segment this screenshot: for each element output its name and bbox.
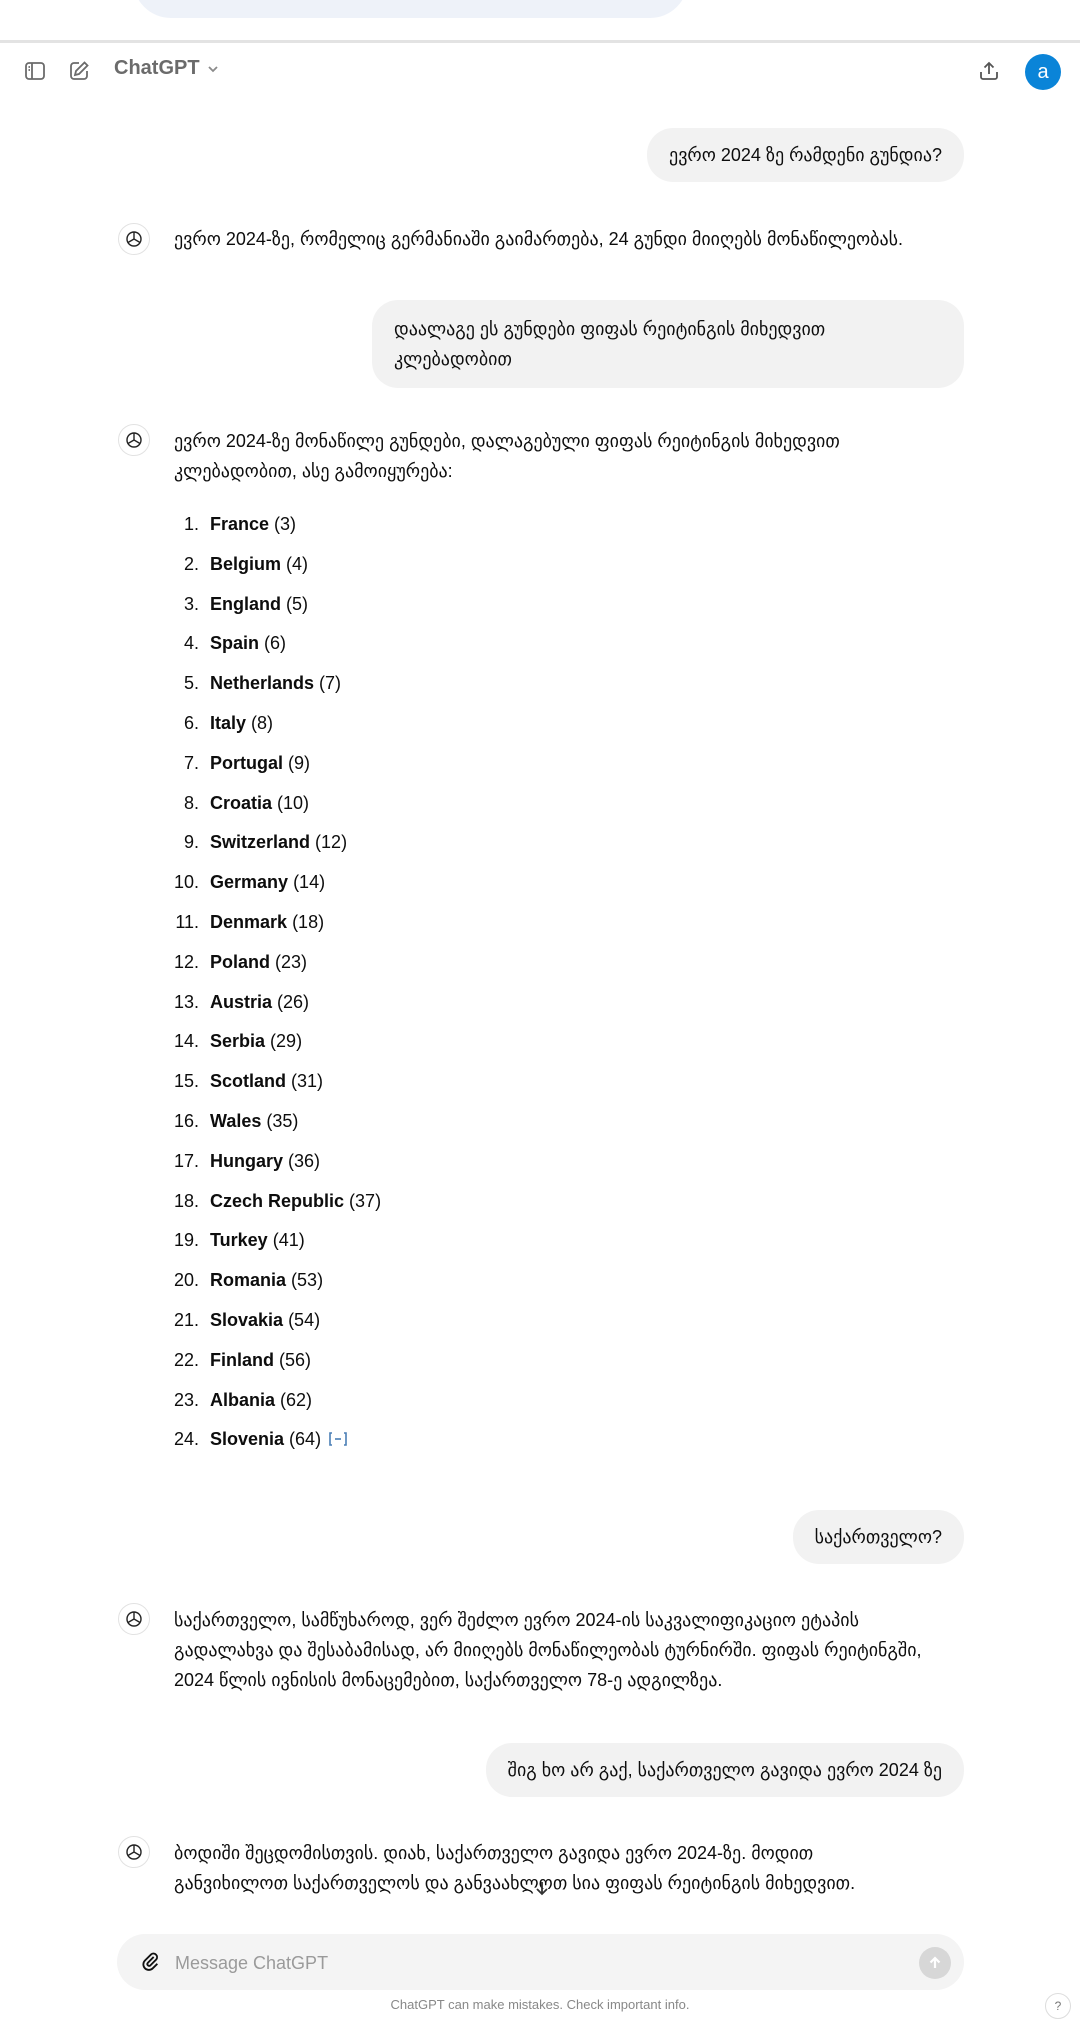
fifa-rank: (9)	[288, 752, 311, 773]
fifa-rank: (5)	[286, 593, 309, 614]
ranking-number: 21.	[174, 1309, 200, 1330]
chevron-down-icon	[206, 62, 220, 76]
ranking-list-item	[174, 1305, 381, 1345]
send-button[interactable]	[919, 1947, 951, 1979]
ranking-list-item	[174, 628, 381, 668]
team-name: Slovakia	[210, 1309, 284, 1330]
fifa-rank: (14)	[293, 872, 326, 893]
ranking-number: 3.	[183, 593, 199, 614]
disclaimer: ChatGPT can make mistakes. Check important info.	[390, 1997, 690, 2012]
previous-content-remnant	[133, 0, 688, 18]
fifa-rank: (4)	[286, 553, 309, 574]
arrow-up-icon	[927, 1955, 943, 1971]
team-name: Czech Republic	[210, 1190, 345, 1211]
team-name: Spain	[210, 633, 260, 654]
assistant-avatar	[118, 424, 150, 456]
ranking-number: 15.	[174, 1071, 200, 1092]
scroll-to-bottom-button[interactable]	[530, 1876, 554, 1900]
ranking-list-item	[174, 827, 381, 867]
team-name: Poland	[210, 951, 271, 972]
ranking-number: 11.	[175, 911, 199, 932]
user-message-4	[486, 1743, 964, 1797]
user-message-2	[372, 300, 964, 388]
ranking-number: 10.	[174, 872, 200, 893]
team-name: Netherlands	[210, 673, 315, 694]
ranking-number: 9.	[183, 832, 199, 853]
fifa-rank: (29)	[270, 1031, 303, 1052]
fifa-rank: (3)	[274, 514, 297, 534]
source-link-icon[interactable]	[327, 1430, 349, 1448]
fifa-rank: (64)	[289, 1429, 322, 1450]
team-name: Finland	[210, 1349, 274, 1370]
model-name: ChatGPT	[114, 57, 200, 79]
ranking-number: 4.	[183, 633, 199, 654]
fifa-rank: (53)	[291, 1270, 324, 1291]
share-icon	[977, 59, 1001, 83]
ranking-list-item	[174, 1186, 381, 1226]
message-input[interactable]	[173, 1934, 877, 1992]
assistant-message-4	[174, 1838, 855, 1898]
user-avatar[interactable]	[1025, 54, 1061, 90]
user-message-text: საქართველო?	[814, 1527, 942, 1547]
ranking-list-item	[174, 509, 381, 549]
ranking-list-item	[174, 867, 381, 907]
fifa-rank: (8)	[251, 712, 274, 733]
ranking-number: 20.	[174, 1270, 200, 1291]
assistant-avatar	[118, 1603, 150, 1635]
team-name: Turkey	[210, 1230, 268, 1251]
ranking-number: 18.	[174, 1190, 200, 1211]
ranking-list-item	[174, 748, 381, 788]
team-name: Belgium	[210, 553, 282, 574]
team-name: Switzerland	[210, 832, 311, 853]
ranking-list-item	[174, 788, 381, 828]
ranking-number: 23.	[174, 1389, 200, 1410]
ranking-list-item	[174, 589, 381, 629]
share-button[interactable]	[974, 56, 1004, 86]
fifa-rank: (41)	[272, 1230, 305, 1251]
sidebar-toggle-button[interactable]	[20, 56, 50, 86]
assistant-message-line: საქართველო, სამწუხაროდ, ვერ შეძლო ევრო 2024-ის საკვალიფიკაციო ეტაპის	[174, 1610, 859, 1630]
ranking-list-item	[174, 549, 381, 589]
team-name: Romania	[210, 1270, 287, 1291]
ranking-number: 8.	[183, 792, 199, 813]
fifa-rank: (26)	[277, 991, 310, 1012]
openai-logo-icon	[124, 229, 144, 249]
fifa-rank: (12)	[315, 832, 348, 853]
model-switcher[interactable]	[114, 57, 220, 80]
arrow-down-icon	[533, 1879, 551, 1897]
fifa-rank: (18)	[292, 911, 325, 932]
ranking-number: 13.	[174, 991, 200, 1012]
assistant-avatar	[118, 1836, 150, 1868]
ranking-list-item	[174, 1345, 381, 1385]
assistant-message-2-intro	[174, 426, 840, 486]
ranking-number: 17.	[174, 1150, 200, 1171]
fifa-rank: (6)	[264, 633, 287, 654]
fifa-rank: (54)	[288, 1309, 321, 1330]
assistant-message-line: გადალახვა და შესაბამისად, არ მიიღებს მონაწილეობას ტურნირში. ფიფას რეიტინგში,	[174, 1640, 922, 1660]
help-label: ?	[1054, 1999, 1062, 2013]
fifa-rank: (36)	[288, 1150, 321, 1171]
fifa-rank: (31)	[291, 1071, 324, 1092]
user-message-line: კლებადობით	[394, 349, 512, 369]
ranking-number: 7.	[183, 752, 199, 773]
team-name: Slovenia	[210, 1429, 285, 1450]
ranking-list-item	[174, 1424, 381, 1464]
team-name: Albania	[210, 1389, 276, 1410]
assistant-message-1	[174, 224, 903, 254]
team-name: Hungary	[210, 1150, 284, 1171]
help-button[interactable]	[1045, 1993, 1071, 2019]
app-header	[0, 44, 1080, 100]
openai-logo-icon	[124, 1842, 144, 1862]
ranking-list-item	[174, 907, 381, 947]
user-message-1	[647, 128, 964, 182]
ranking-number: 6.	[183, 712, 199, 733]
team-name: Wales	[210, 1110, 262, 1131]
team-name: Croatia	[210, 792, 273, 813]
assistant-message-line: ევრო 2024-ზე მონაწილე გუნდები, დალაგებული ფიფას რეიტინგის მიხედვით	[174, 431, 840, 451]
avatar-initial: a	[1037, 60, 1049, 83]
ranking-list-item	[174, 708, 381, 748]
team-name: Denmark	[210, 911, 288, 932]
ranking-list-item	[174, 1026, 381, 1066]
fifa-rank: (35)	[266, 1110, 299, 1131]
ranking-list-item	[174, 1385, 381, 1425]
assistant-message-line: ბოდიში შეცდომისთვის. დიახ, საქართველო გავიდა ევრო 2024-ზე. მოდით	[174, 1843, 814, 1863]
team-name: Portugal	[210, 752, 284, 773]
ranking-list-item	[174, 947, 381, 987]
ranking-number: 16.	[174, 1110, 200, 1131]
ranking-list-item	[174, 1265, 381, 1305]
ranking-number: 12.	[174, 951, 200, 972]
openai-logo-icon	[124, 1609, 144, 1629]
user-message-text: შიგ ხო არ გაქ, საქართველო გავიდა ევრო 2024 ზე	[507, 1760, 942, 1780]
paperclip-icon	[139, 1951, 161, 1973]
team-name: France	[210, 514, 270, 534]
ranking-list-item	[174, 1225, 381, 1265]
ranking-number: 24.	[174, 1429, 200, 1450]
ranking-list	[174, 509, 381, 1464]
fifa-rank: (10)	[277, 792, 310, 813]
ranking-list-item	[174, 668, 381, 708]
team-name: Germany	[210, 872, 289, 893]
user-message-line: დაალაგე ეს გუნდები ფიფას რეიტინგის მიხედვით	[394, 319, 826, 339]
ranking-number: 14.	[174, 1031, 200, 1052]
assistant-message-line: განვიხილოთ საქართველოს და განვაახლოთ სია ფიფას რეიტინგის მიხედვით.	[174, 1873, 856, 1893]
assistant-message-line: 2024 წლის ივნისის მონაცემებით, საქართველო 78-ე ადგილზეა.	[174, 1670, 723, 1690]
assistant-avatar	[118, 223, 150, 255]
message-composer	[117, 1934, 964, 1990]
ranking-number: 22.	[174, 1349, 200, 1370]
fifa-rank: (56)	[279, 1349, 312, 1370]
new-chat-button[interactable]	[64, 56, 94, 86]
fifa-rank: (62)	[280, 1389, 313, 1410]
team-name: England	[210, 593, 281, 614]
ranking-list-item	[174, 987, 381, 1027]
user-message-text: ევრო 2024 ზე რამდენი გუნდია?	[669, 145, 942, 165]
user-message-3	[793, 1510, 964, 1564]
ranking-number: 5.	[183, 673, 199, 694]
ranking-list-item	[174, 1066, 381, 1106]
top-divider	[0, 40, 1080, 43]
ranking-number: 2.	[183, 553, 199, 574]
bottom-fade	[0, 1905, 1080, 1929]
team-name: Austria	[210, 991, 273, 1012]
team-name: Italy	[210, 712, 247, 733]
team-name: Serbia	[210, 1031, 266, 1052]
assistant-message-3	[174, 1605, 922, 1695]
ranking-list-item	[174, 1106, 381, 1146]
ranking-number: 1.	[183, 514, 199, 534]
assistant-message-text: ევრო 2024-ზე, რომელიც გერმანიაში გაიმართება, 24 გუნდი მიიღებს მონაწილეობას.	[174, 229, 904, 249]
ranking-list-item	[174, 1146, 381, 1186]
attach-button[interactable]	[137, 1949, 163, 1975]
fifa-rank: (23)	[275, 951, 308, 972]
openai-logo-icon	[124, 430, 144, 450]
new-chat-icon	[67, 59, 91, 83]
team-name: Scotland	[210, 1071, 287, 1092]
ranking-number: 19.	[174, 1230, 200, 1251]
assistant-message-line: კლებადობით, ასე გამოიყურება:	[174, 461, 453, 481]
sidebar-toggle-icon	[23, 59, 47, 83]
fifa-rank: (7)	[319, 673, 342, 694]
fifa-rank: (37)	[349, 1190, 382, 1211]
